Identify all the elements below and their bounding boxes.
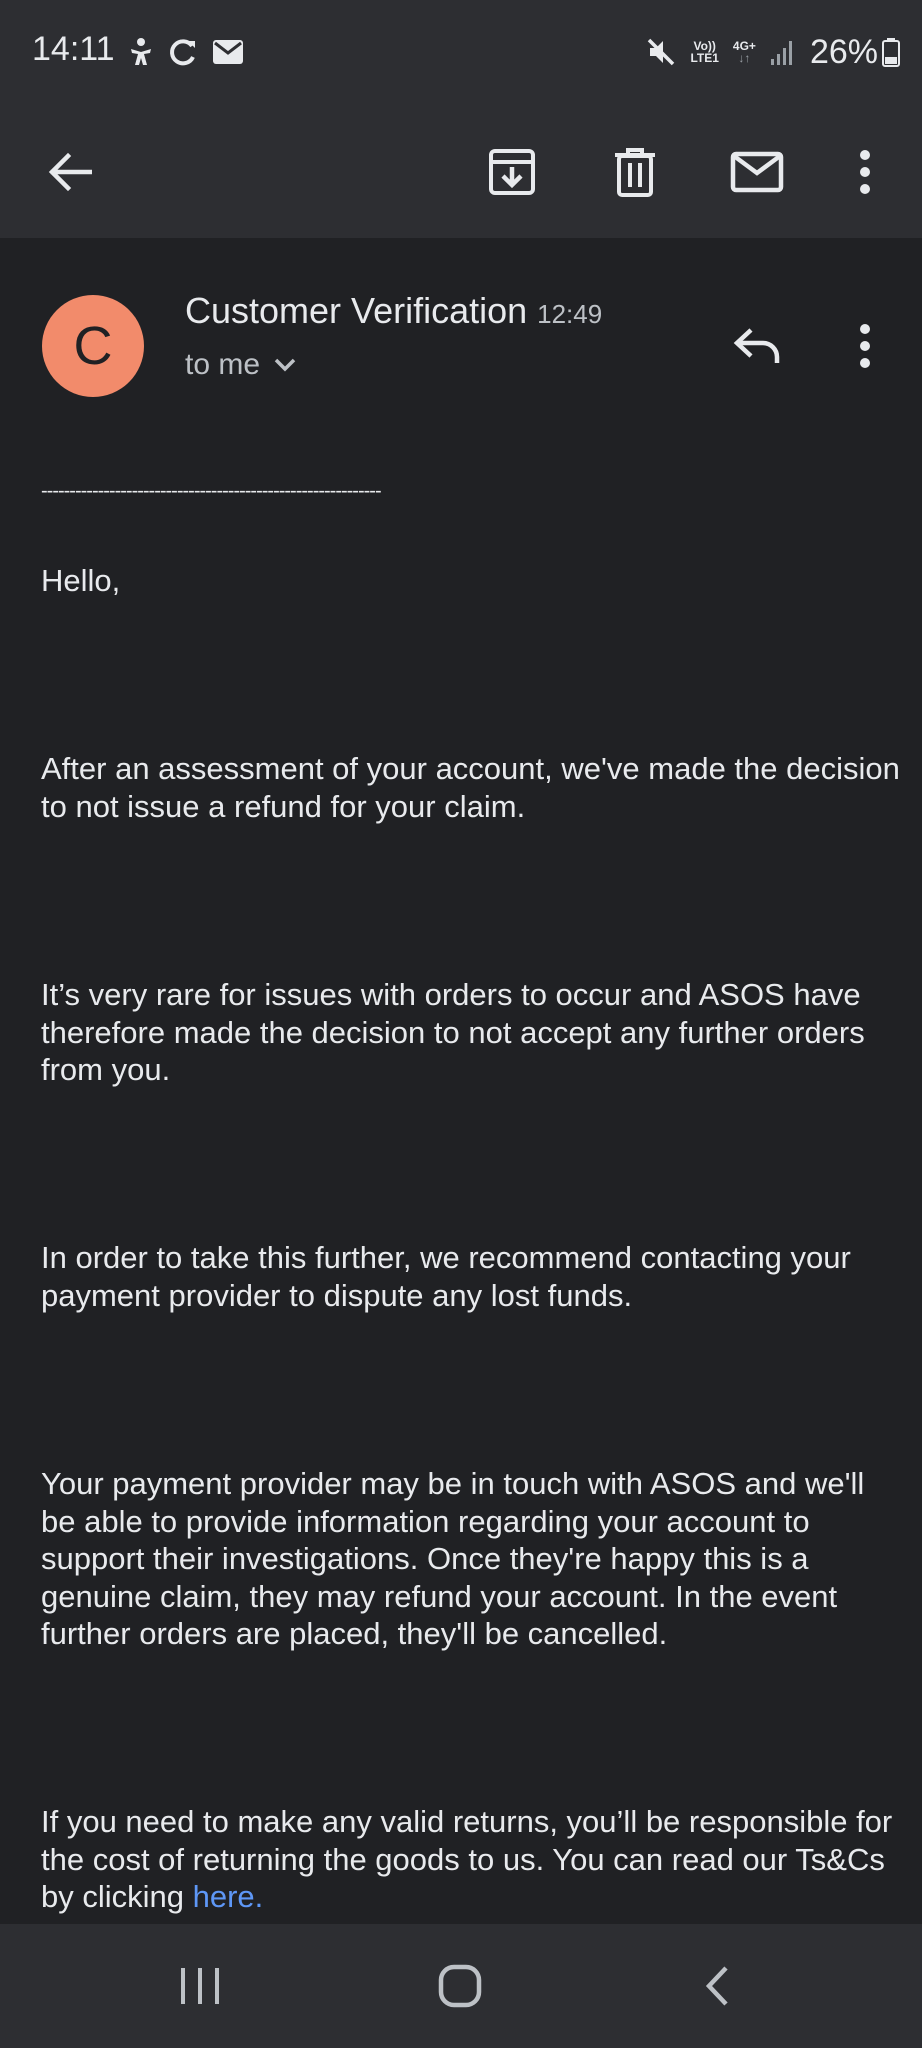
sender-avatar[interactable]: C [42, 295, 144, 397]
reply-icon [733, 327, 781, 365]
reply-button[interactable] [717, 306, 797, 386]
greeting: Hello, [41, 563, 121, 598]
recent-apps-icon [179, 1966, 221, 2006]
back-nav-button[interactable] [672, 1944, 762, 2028]
archive-button[interactable] [472, 132, 552, 212]
home-icon [438, 1964, 482, 2008]
gmail-notification-icon [212, 38, 244, 66]
network-type-indicator: 4G+ ↓↑ [732, 39, 756, 65]
more-vert-icon [859, 150, 871, 194]
email-time: 12:49 [537, 299, 603, 329]
paragraph-5 [41, 1803, 901, 1916]
recent-apps-button[interactable] [155, 1944, 245, 2028]
notification-icons [128, 34, 244, 70]
recipient-label: to me [185, 348, 261, 381]
top-bar [0, 0, 922, 238]
archive-icon [488, 148, 536, 196]
sender-line [185, 290, 602, 332]
action-bar [0, 104, 922, 238]
body-divider: ------------------------------------------------------------ [41, 480, 381, 502]
paragraph-4: Your payment provider may be in touch with ASOS and we'll be able to provide information regarding your account to support their investigations. Once they're happy this is a genuine claim, they may refund your account. In the event further orders are placed, they'll be cancelled. [41, 1466, 865, 1651]
recipient-toggle[interactable] [185, 348, 296, 382]
trash-icon [613, 147, 657, 197]
battery-icon [882, 37, 900, 67]
paragraph-5-text: If you need to make any valid returns, you’ll be responsible for the cost of returning the goods to us. You can read our Ts&Cs by clicking [41, 1804, 893, 1914]
home-button[interactable] [415, 1944, 505, 2028]
status-bar [0, 0, 922, 104]
paragraph-3: In order to take this further, we recommend contacting your payment provider to dispute any lost funds. [41, 1240, 851, 1313]
accessibility-icon [128, 37, 154, 67]
mail-icon [730, 151, 784, 193]
arrow-left-icon [48, 152, 92, 192]
mute-icon [646, 37, 676, 67]
paragraph-2: It’s very rare for issues with orders to occur and ASOS have therefore made the decision to not accept any further orders from you. [41, 977, 865, 1087]
message-more-button[interactable] [825, 306, 905, 386]
status-time: 14:11 [32, 30, 115, 68]
sync-icon [168, 37, 198, 67]
signal-icon [770, 38, 796, 66]
system-icons [646, 30, 900, 74]
more-options-button[interactable] [825, 132, 905, 212]
sender-name: Customer Verification [185, 290, 528, 331]
paragraph-1: After an assessment of your account, we've made the decision to not issue a refund for your claim. [41, 751, 900, 824]
back-button[interactable] [30, 132, 110, 212]
chevron-down-icon [274, 358, 296, 372]
mark-unread-button[interactable] [717, 132, 797, 212]
terms-link[interactable]: here. [192, 1879, 264, 1914]
volte-indicator: Vo)) LTE1 [690, 39, 719, 65]
back-nav-icon [704, 1966, 730, 2006]
more-vert-icon [859, 324, 871, 368]
battery-percent: 26% [809, 32, 878, 71]
email-body [41, 480, 901, 503]
delete-button[interactable] [595, 132, 675, 212]
navigation-bar [0, 1924, 922, 2048]
